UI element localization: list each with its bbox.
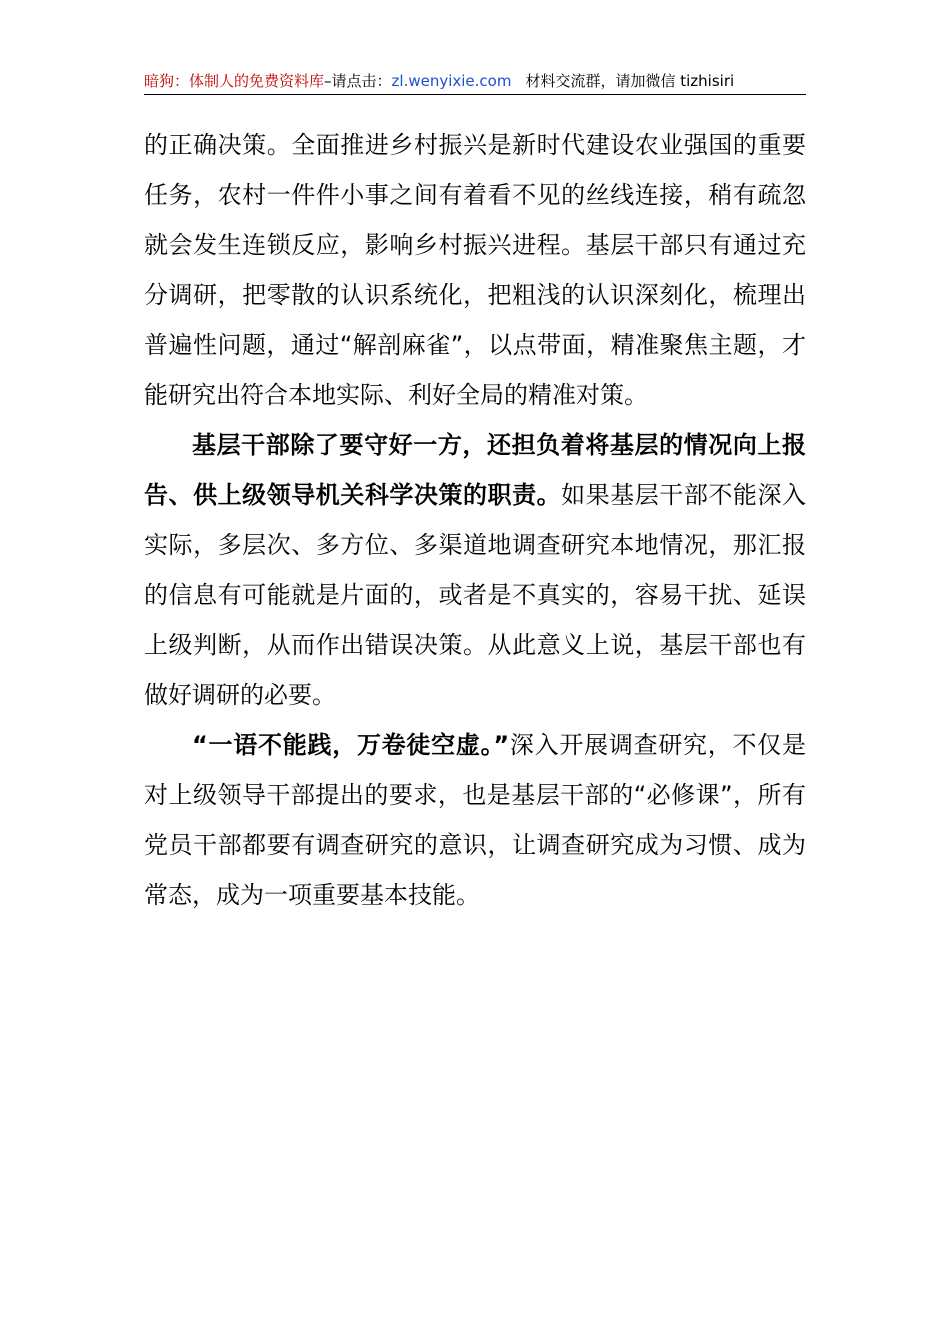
document-body <box>144 120 806 920</box>
header-brand: 暗狗：体制人的免费资料库 <box>144 72 325 90</box>
paragraph-2 <box>144 420 806 720</box>
paragraph-1-text: 的正确决策。全面推进乡村振兴是新时代建设农业强国的重要任务，农村一件件小事之间有着看不见的丝线连接，稍有疏忽就会发生连锁反应，影响乡村振兴进程。基层干部只有通过充分调研，把零散的认识系统化，把粗浅的认识深刻化，梳理出普遍性问题，通过“解剖麻雀”，以点带面，精准聚焦主题，才能研究出符合本地实际、利好全局的精准对策。 <box>144 131 806 409</box>
paragraph-3 <box>144 720 806 920</box>
header-link[interactable]: zl.wenyixie.com <box>391 72 512 90</box>
paragraph-3-text: 深入开展调查研究，不仅是对上级领导干部提出的要求，也是基层干部的“必修课”，所有党员干部都要有调查研究的意识，让调查研究成为习惯、成为常态，成为一项重要基本技能。 <box>144 731 807 909</box>
paragraph-3-lead: “一语不能践，万卷徒空虚。” <box>192 731 510 759</box>
paragraph-2-text: 如果基层干部不能深入实际，多层次、多方位、多渠道地调查研究本地情况，那汇报的信息有可能就是片面的，或者是不真实的，容易干扰、延误上级判断，从而作出错误决策。从此意义上说，基层干部也有做好调研的必要。 <box>144 481 807 709</box>
page-header <box>144 70 806 95</box>
paragraph-1 <box>144 120 806 420</box>
paragraph-2-lead: 基层干部除了要守好一方，还担负着将基层的情况向上报告、供上级领导机关科学决策的职责。 <box>144 431 806 509</box>
header-prompt: –请点击： <box>324 72 392 90</box>
header-note: 材料交流群，请加微信 tizhisiri <box>525 72 735 90</box>
